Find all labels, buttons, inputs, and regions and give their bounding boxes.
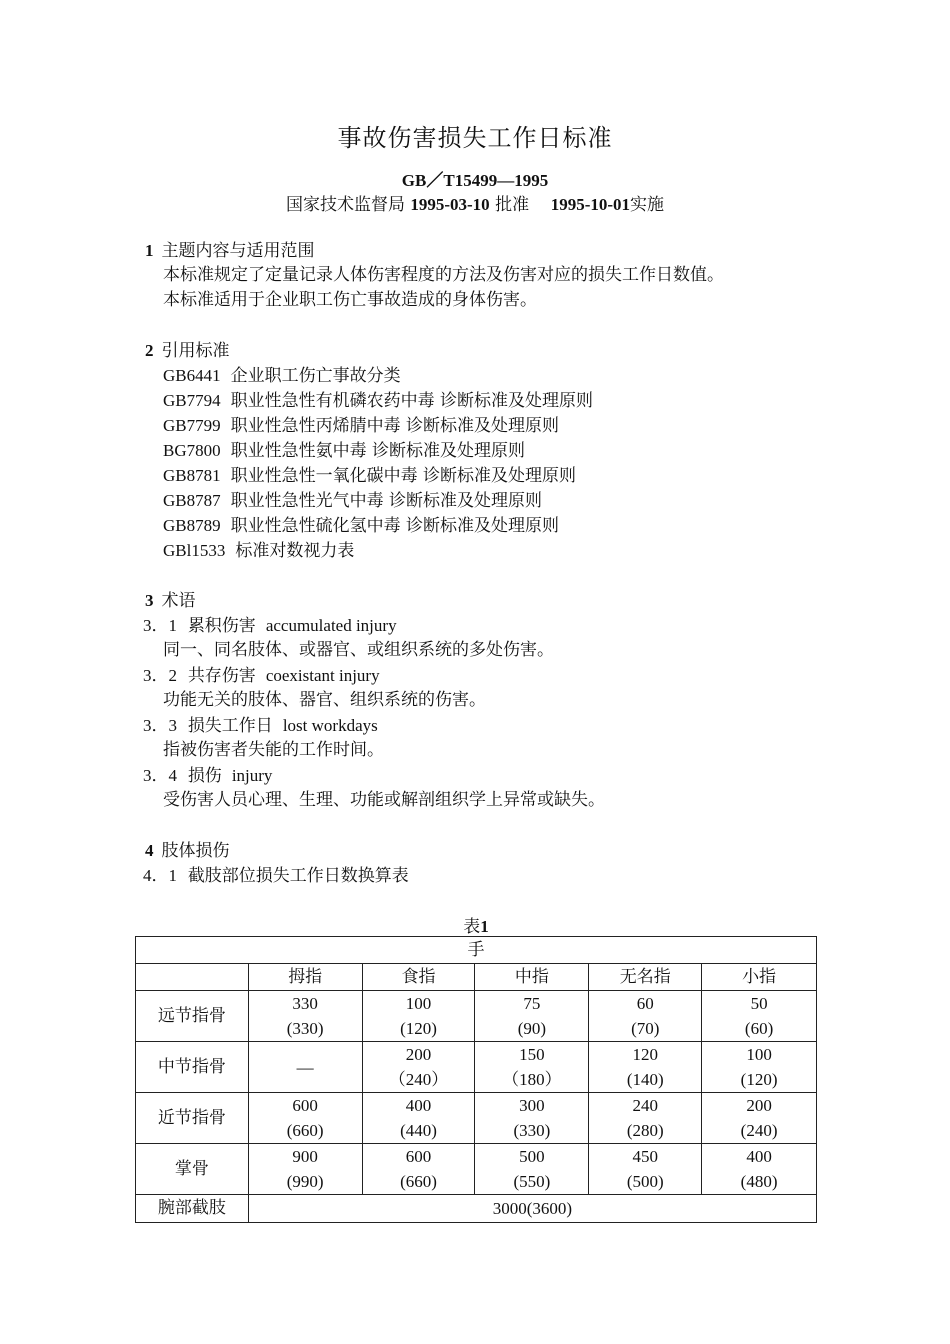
cell-value: 450 (632, 1147, 658, 1166)
table-cell (475, 991, 589, 1042)
table-cell (475, 1093, 589, 1144)
row-label: 远节指骨 (136, 991, 249, 1042)
table-cell (248, 1144, 362, 1195)
cell-value-paren: (660) (286, 1121, 324, 1140)
cell-value: — (296, 1057, 314, 1077)
cell-value-paren: (330) (513, 1121, 551, 1140)
table-cell (702, 1144, 817, 1195)
term-en: lost workdays (282, 716, 378, 735)
cell-value-paren: (990) (286, 1172, 324, 1191)
section-number: 3 (145, 591, 154, 610)
table-cell (362, 1144, 475, 1195)
term-definition: 受伤害人员心理、生理、功能或解剖组织学上异常或缺失。 (163, 790, 605, 810)
section-title: 肢体损伤 (161, 841, 230, 861)
reference-item (145, 363, 845, 388)
section-title: 主题内容与适用范围 (161, 241, 315, 261)
table-column-header-row (136, 964, 817, 991)
cell-value-paren: （180） (502, 1070, 562, 1089)
document-body (145, 238, 845, 888)
reference-code: GB8789 (163, 516, 221, 535)
implementation-word: 实施 (630, 195, 665, 215)
table-cell (475, 1144, 589, 1195)
term-definition: 同一、同名肢体、或器官、或组织系统的多处伤害。 (163, 640, 554, 660)
reference-title: 职业性急性丙烯腈中毒 诊断标准及处理原则 (230, 416, 560, 436)
cell-value: 900 (292, 1147, 318, 1166)
cell-value: 120 (632, 1045, 658, 1064)
section-title: 术语 (161, 591, 196, 611)
table-cell (248, 1093, 362, 1144)
cell-value-paren: (140) (626, 1070, 664, 1089)
term-cn: 损失工作日 (187, 716, 273, 736)
group-header-cell: 手 (136, 937, 817, 964)
section-number: 1 (145, 241, 154, 260)
table-cell (589, 1093, 702, 1144)
implementation-date: 1995-10-01 (550, 195, 631, 214)
term-cn: 损伤 (187, 766, 222, 786)
term-number: 3．3 (143, 716, 177, 735)
reference-item (145, 388, 845, 413)
column-header: 无名指 (589, 964, 702, 991)
table-row (136, 1093, 817, 1144)
section-heading (145, 338, 845, 363)
cell-value: 75 (523, 994, 541, 1013)
reference-code: GB7794 (163, 391, 221, 410)
term-heading (143, 663, 845, 688)
table-row (136, 1042, 817, 1093)
subsection-number: 4．1 (143, 866, 177, 885)
table-cell (362, 1042, 475, 1093)
reference-title: 职业性急性硫化氢中毒 诊断标准及处理原则 (230, 516, 560, 536)
table-caption-prefix: 表 (463, 917, 481, 937)
document-title: 事故伤害损失工作日标准 (337, 124, 613, 152)
reference-code: GB8787 (163, 491, 221, 510)
approval-authority: 国家技术监督局 (285, 195, 405, 215)
cell-value-paren: (60) (744, 1019, 774, 1038)
cell-value: 60 (636, 994, 654, 1013)
table-cell (248, 991, 362, 1042)
table-cell (362, 991, 475, 1042)
cell-value: 300 (519, 1096, 545, 1115)
cell-value: 150 (519, 1045, 545, 1064)
table-cell (702, 991, 817, 1042)
term-number: 3．4 (143, 766, 177, 785)
standard-number: GB／T15499—1995 (401, 171, 549, 190)
cell-value-paren: (330) (286, 1019, 324, 1038)
reference-code: BG7800 (163, 441, 221, 460)
reference-code: GB8781 (163, 466, 221, 485)
cell-value-paren: (550) (513, 1172, 551, 1191)
term-heading (143, 763, 845, 788)
table-row (136, 991, 817, 1042)
column-header: 食指 (362, 964, 475, 991)
cell-value: 200 (405, 1045, 432, 1064)
section-number: 4 (145, 841, 154, 860)
cell-value: 600 (405, 1147, 432, 1166)
row-label: 掌骨 (136, 1144, 249, 1195)
cell-value-paren: (280) (626, 1121, 664, 1140)
reference-code: GB6441 (163, 366, 221, 385)
reference-item (145, 438, 845, 463)
reference-item (145, 463, 845, 488)
cell-value-paren: (660) (400, 1172, 437, 1191)
table-cell (475, 1042, 589, 1093)
row-label: 近节指骨 (136, 1093, 249, 1144)
section-heading (145, 588, 845, 613)
cell-value-paren: (90) (517, 1019, 547, 1038)
column-header: 小指 (702, 964, 817, 991)
section-title: 引用标准 (161, 341, 230, 361)
paragraph: 本标准适用于企业职工伤亡事故造成的身体伤害。 (163, 290, 537, 310)
row-label: 中节指骨 (136, 1042, 249, 1093)
reference-title: 职业性急性氨中毒 诊断标准及处理原则 (230, 441, 526, 461)
term-heading (143, 713, 845, 738)
term-cn: 共存伤害 (187, 666, 256, 686)
cell-value: 200 (746, 1096, 772, 1115)
reference-item (145, 488, 845, 513)
term-number: 3．2 (143, 666, 177, 685)
approval-line (0, 190, 950, 215)
cell-value: 400 (746, 1147, 772, 1166)
cell-value: 600 (292, 1096, 318, 1115)
table-cell (589, 1144, 702, 1195)
reference-item (145, 538, 845, 563)
term-en: accumulated injury (265, 616, 397, 635)
reference-item (145, 513, 845, 538)
subsection-heading (143, 863, 845, 888)
cell-value-paren: (240) (740, 1121, 778, 1140)
table-row (136, 1144, 817, 1195)
reference-code: GB7799 (163, 416, 221, 435)
reference-title: 职业性急性有机磷农药中毒 诊断标准及处理原则 (230, 391, 594, 411)
cell-value: 400 (405, 1096, 432, 1115)
table-caption (136, 912, 816, 937)
cell-value-paren: （240） (388, 1070, 449, 1089)
approval-word: 批准 (495, 195, 530, 215)
table-cell (362, 1093, 475, 1144)
term-number: 3．1 (143, 616, 177, 635)
approval-date: 1995-03-10 (410, 195, 490, 214)
table-cell (702, 1042, 817, 1093)
reference-title: 标准对数视力表 (235, 541, 355, 561)
table-caption-number: 1 (480, 917, 489, 936)
table-cell (589, 991, 702, 1042)
table-cell (702, 1093, 817, 1144)
term-definition: 指被伤害者失能的工作时间。 (163, 740, 384, 760)
column-header: 中指 (475, 964, 589, 991)
cell-value: 330 (292, 994, 318, 1013)
amputation-table (135, 936, 817, 1223)
cell-value-paren: (70) (631, 1019, 660, 1038)
term-en: coexistant injury (265, 666, 380, 685)
reference-title: 职业性急性一氧化碳中毒 诊断标准及处理原则 (230, 466, 577, 486)
term-cn: 累积伤害 (187, 616, 256, 636)
cell-value: 240 (632, 1096, 658, 1115)
table-cell (589, 1042, 702, 1093)
cell-value: 500 (519, 1147, 545, 1166)
section-number: 2 (145, 341, 154, 360)
section-heading (145, 838, 845, 863)
wrist-amputation-value: 3000(3600) (248, 1195, 816, 1223)
cell-value-paren: (120) (740, 1070, 778, 1089)
cell-value-paren: (120) (400, 1019, 437, 1038)
corner-cell (136, 964, 249, 991)
term-definition: 功能无关的肢体、器官、组织系统的伤害。 (163, 690, 486, 710)
table-group-header-row (136, 937, 817, 964)
reference-title: 职业性急性光气中毒 诊断标准及处理原则 (230, 491, 543, 511)
cell-value-paren: (440) (400, 1121, 437, 1140)
cell-value: 50 (750, 994, 768, 1013)
paragraph: 本标准规定了定量记录人体伤害程度的方法及伤害对应的损失工作日数值。 (163, 265, 724, 285)
column-header: 拇指 (248, 964, 362, 991)
cell-value-paren: (480) (740, 1172, 778, 1191)
reference-item (145, 413, 845, 438)
term-heading (143, 613, 845, 638)
cell-value: 100 (405, 994, 432, 1013)
section-heading (145, 238, 845, 263)
row-label: 腕部截肢 (136, 1195, 249, 1223)
cell-value-paren: (500) (626, 1172, 664, 1191)
table-row-wrist (136, 1195, 817, 1223)
reference-code: GBl1533 (163, 541, 226, 560)
table-cell (248, 1042, 362, 1093)
cell-value: 100 (746, 1045, 772, 1064)
reference-title: 企业职工伤亡事故分类 (230, 366, 401, 386)
subsection-title: 截肢部位损失工作日数换算表 (187, 866, 409, 886)
term-en: injury (231, 766, 273, 785)
